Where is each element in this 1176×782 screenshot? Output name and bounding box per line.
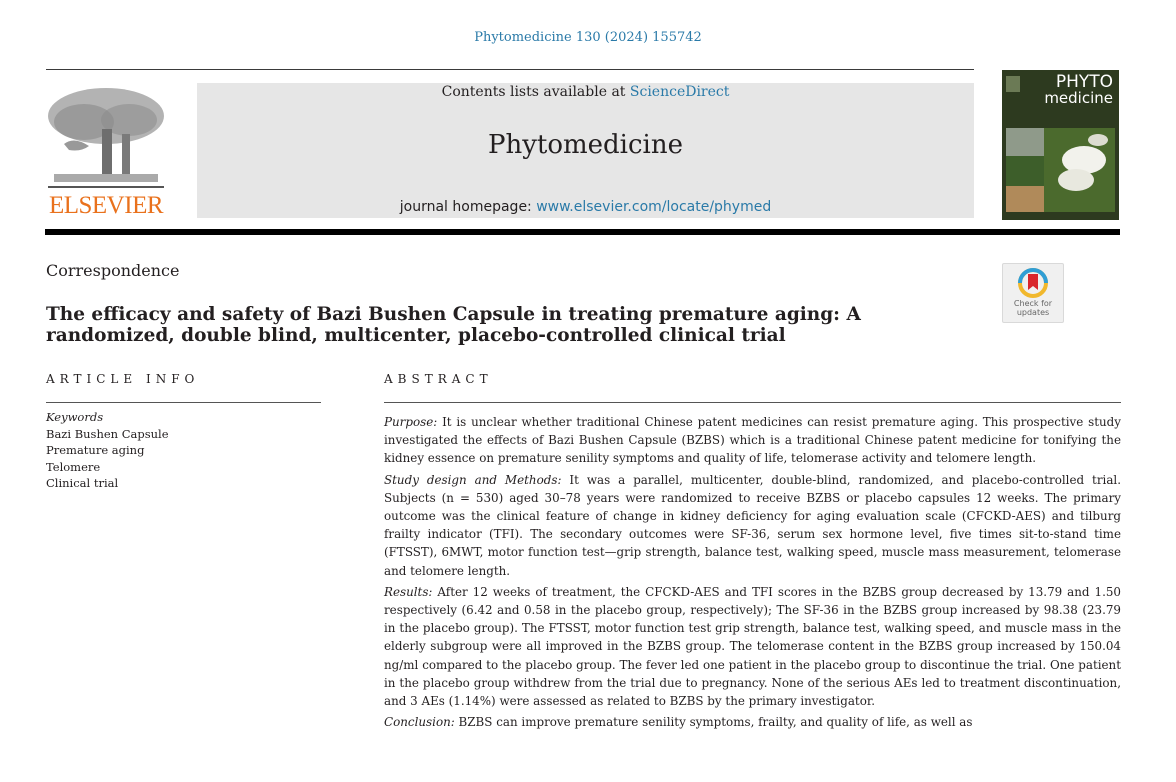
abstract-heading: ABSTRACT xyxy=(384,372,493,386)
cover-title: PHYTO xyxy=(1055,72,1113,92)
abstract-body xyxy=(384,413,1121,734)
abstract-purpose xyxy=(384,413,1121,468)
section-label: Purpose: xyxy=(384,415,438,429)
abstract-rule xyxy=(384,402,1121,403)
section-label: Conclusion: xyxy=(384,715,455,730)
journal-cover[interactable] xyxy=(1002,70,1119,220)
check-for-updates-button[interactable] xyxy=(1002,263,1064,323)
abstract-methods xyxy=(384,471,1121,580)
contents-prefix: Contents lists available at xyxy=(441,84,626,100)
article-info-heading: ARTICLE INFO xyxy=(46,372,200,386)
abstract-results xyxy=(384,583,1121,710)
sciencedirect-link[interactable]: ScienceDirect xyxy=(629,84,730,100)
section-label: Study design and Methods: xyxy=(384,472,562,487)
keyword: Telomere xyxy=(46,459,101,474)
section-text: It was a parallel, multicenter, double-blind, randomized, and placebo-controlled trial. Subjects (n = 530) aged 30–78 years were randomized to receive BZBS or placebo capsules 12 weeks. The primary outcome was the clinical feature of change in kidney deficiency for aging evaluation scale (CFCKD-AES) and tilburg frailty indicator (TFI). The secondary outcomes were SF-36, serum sex hormone level, five times sit-to-stand time (FTSST), 6MWT, motor function test—grip strength, balance test, walking speed, muscle mass measurement, telomerase and telomere length. xyxy=(384,472,1121,578)
keywords-heading: Keywords xyxy=(46,410,104,424)
homepage-prefix: journal homepage: xyxy=(399,199,532,215)
abstract-conclusion xyxy=(384,713,1121,731)
cover-subtitle: medicine xyxy=(1044,89,1113,107)
journal-title: Phytomedicine xyxy=(487,130,684,160)
article-type: Correspondence xyxy=(46,261,180,280)
section-label: Results: xyxy=(384,584,433,599)
keyword: Clinical trial xyxy=(46,476,119,490)
elsevier-logo xyxy=(44,84,168,220)
homepage-line xyxy=(197,199,974,215)
section-text: After 12 weeks of treatment, the CFCKD-AES and TFI scores in the BZBS group decreased by 13.79 and 1.50 respectively (6.42 and 0.58 in the placebo group, respectively); The SF-36 in the BZBS group increased by 98.38 (23.79 in the placebo group). The FTSST, motor function test grip strength, balance test, walking speed, and muscle mass in the elderly subgroup were all improved in the BZBS group. The telomerase content in the BZBS group increased by 150.04 ng/ml compared to the placebo group. The fever led one patient in the placebo group to discontinue the trial. One patient in the placebo group withdrew from the trial due to pregnancy. None of the serious AEs led to treatment discontinuation, and 3 AEs (1.14%) were assessed as related to BZBS by the primary investigator. xyxy=(384,584,1121,709)
keyword: Premature aging xyxy=(46,443,145,457)
contents-line xyxy=(197,84,974,100)
journal-banner xyxy=(197,83,974,218)
section-text: It is unclear whether traditional Chinese patent medicines can resist premature aging. This prospective study investigated the effects of Bazi Bushen Capsule (BZBS) which is a traditional Chinese patent medicine for tonifying the kidney essence on premature senility symptoms and quality of life, telomerase activity and telomere length. xyxy=(384,415,1121,466)
header-thick-rule xyxy=(45,229,1120,235)
check-updates-label: Check for updates xyxy=(1013,299,1053,317)
keywords-list xyxy=(46,409,169,492)
article-title: The efficacy and safety of Bazi Bushen Capsule in treating premature aging: A randomized, double blind, multicenter, placebo-controlled clinical trial xyxy=(46,304,861,346)
keyword: Bazi Bushen Capsule xyxy=(46,426,169,441)
journal-citation[interactable]: Phytomedicine 130 (2024) 155742 xyxy=(474,30,702,45)
check-updates-icon xyxy=(1003,266,1063,300)
header-rule xyxy=(46,69,974,70)
section-text: BZBS can improve premature senility symptoms, frailty, and quality of life, as well as xyxy=(454,715,973,730)
elsevier-wordmark: ELSEVIER xyxy=(48,192,164,219)
homepage-link[interactable]: www.elsevier.com/locate/phymed xyxy=(536,199,772,215)
tree-icon xyxy=(44,84,168,190)
article-info-rule xyxy=(46,402,321,403)
